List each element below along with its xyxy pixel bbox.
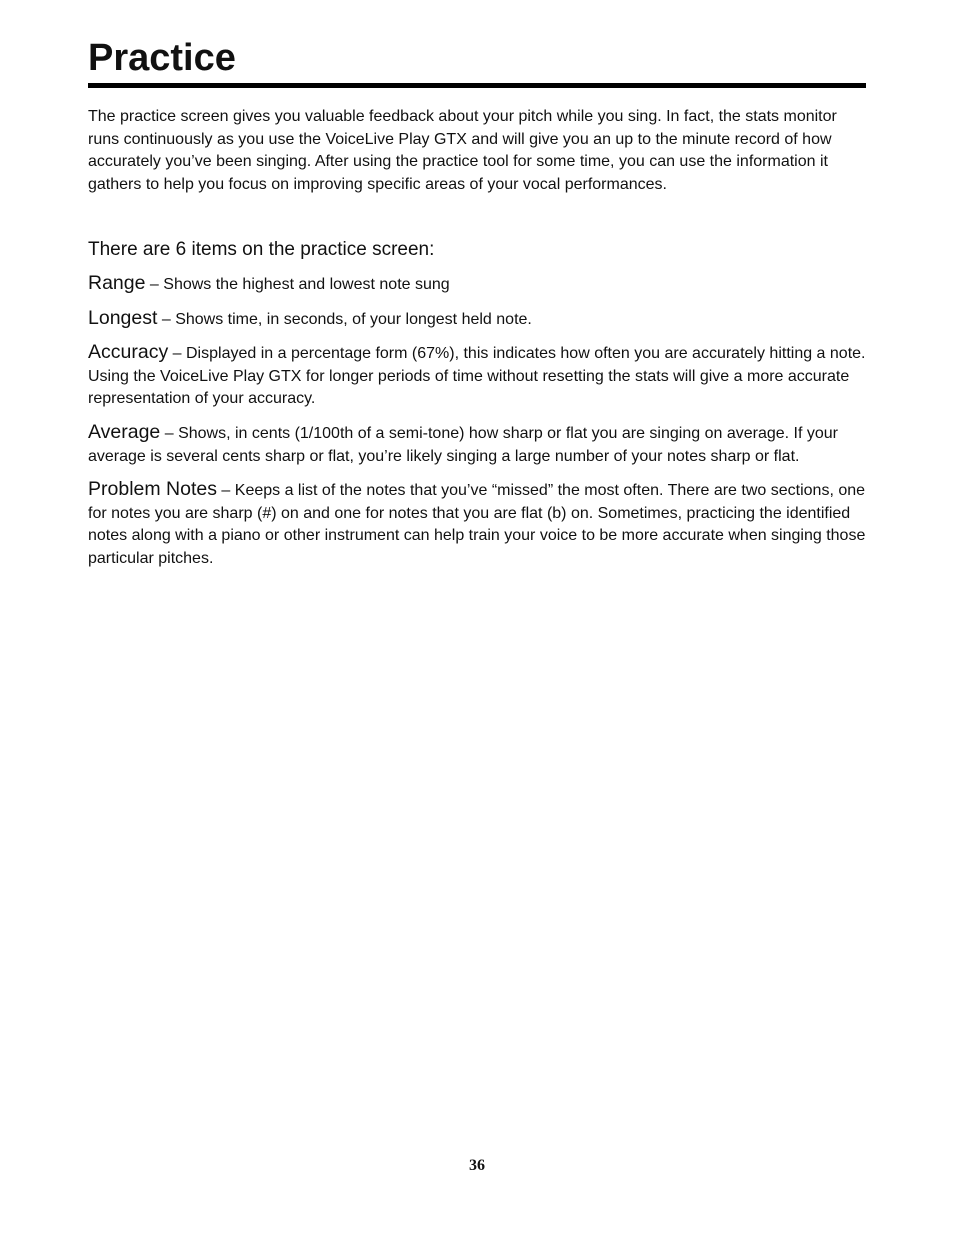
term-average: Average	[88, 420, 161, 443]
separator: –	[157, 310, 176, 328]
definition-problem-notes	[88, 478, 868, 570]
definition-range	[88, 272, 868, 297]
definition-list	[88, 272, 868, 581]
description-longest: Shows time, in seconds, of your longest held note.	[175, 310, 532, 328]
separator: –	[168, 345, 186, 363]
description-average: Shows, in cents (1/100th of a semi-tone) how sharp or flat you are singing on average. If your average is several cents sharp or flat, you’re likely singing a large number of your notes sharp or flat.	[88, 424, 838, 465]
definition-average	[88, 421, 868, 468]
term-problem-notes: Problem Notes	[88, 478, 217, 501]
separator: –	[145, 276, 164, 293]
separator: –	[160, 424, 179, 442]
items-lead: There are 6 items on the practice screen:	[88, 239, 435, 260]
term-range: Range	[88, 272, 146, 294]
term-accuracy: Accuracy	[88, 341, 169, 364]
intro-paragraph: The practice screen gives you valuable feedback about your pitch while you sing. In fact, the stats monitor runs continuously as you use the VoiceLive Play GTX and will give you an up to the minute record of how accurately you’ve been singing. After using the practice tool for some time, you can use the information it gathers to help you focus on improving specific areas of your vocal performances.	[88, 108, 837, 193]
definition-accuracy	[88, 341, 868, 411]
description-problem-notes: Keeps a list of the notes that you’ve “missed” the most often. There are two sections, one for notes you are sharp (#) on and one for notes that you are flat (b) on. Sometimes, practicing the identified notes along with a piano or other instrument can help train your voice to be more accurate when singing those particular pitches.	[88, 482, 866, 567]
description-accuracy: Displayed in a percentage form (67%), this indicates how often you are accurately hitting a note. Using the VoiceLive Play GTX for longer periods of time without resetting the stats will give a more accurate representation of your accuracy.	[88, 345, 866, 408]
title-rule	[88, 83, 866, 88]
page-title: Practice	[88, 37, 236, 79]
term-longest: Longest	[88, 306, 158, 329]
definition-longest	[88, 307, 868, 332]
description-range: Shows the highest and lowest note sung	[163, 276, 450, 293]
page-number: 36	[469, 1157, 485, 1174]
separator: –	[216, 482, 235, 500]
